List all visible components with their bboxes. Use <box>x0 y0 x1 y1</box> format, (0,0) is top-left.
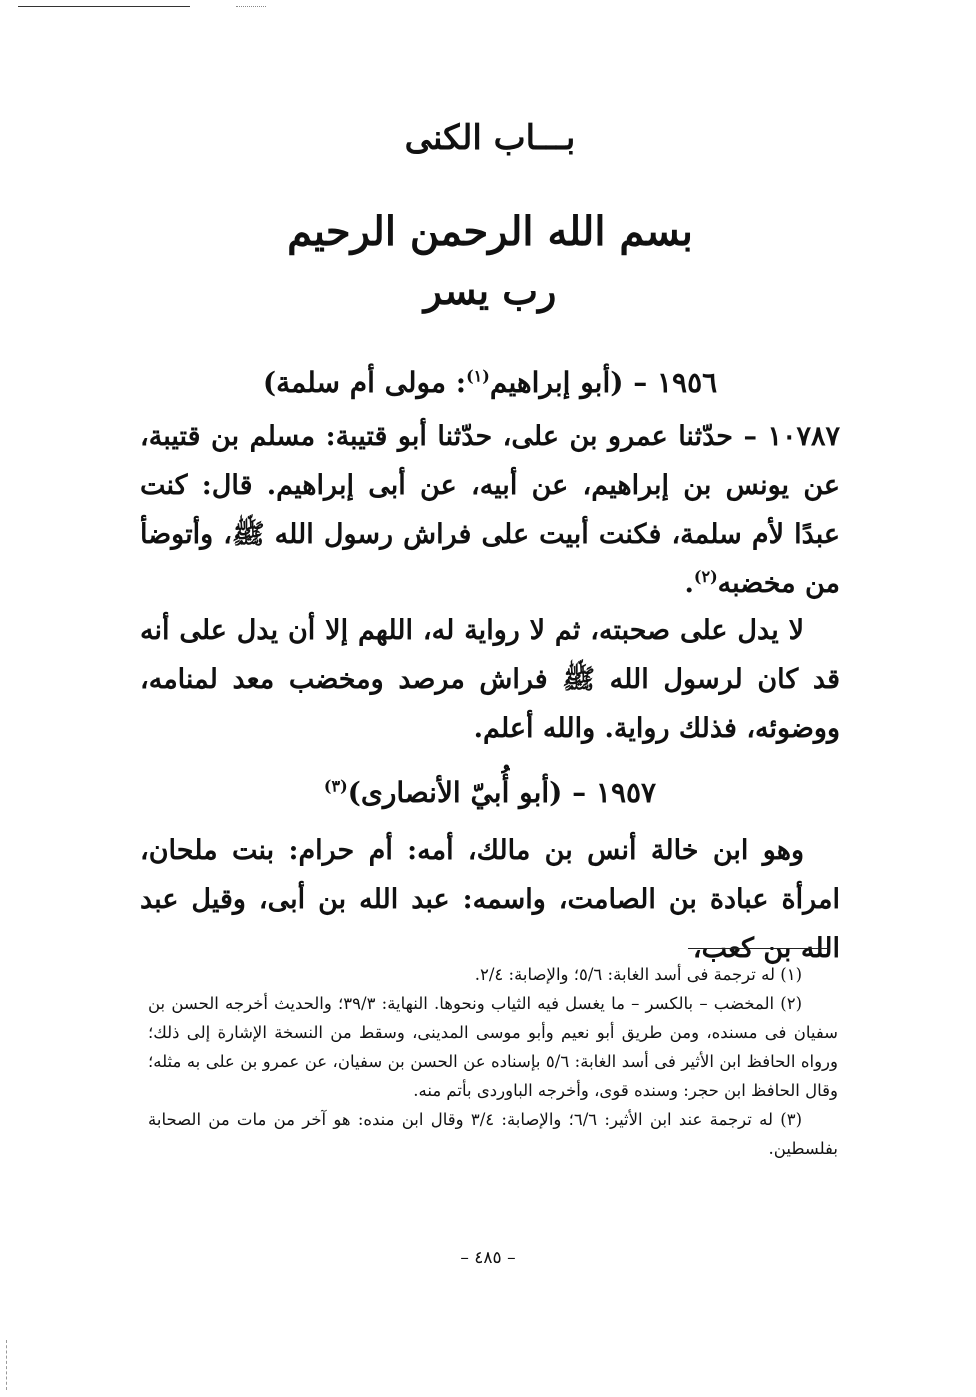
entry-dash: – <box>633 366 648 399</box>
entry-heading-1956 <box>140 366 840 399</box>
hadith-end: . <box>684 568 694 599</box>
entry-name: (أبو أُبيّ الأنصارى) <box>347 776 563 809</box>
footnote-1: (١) له ترجمة فى أسد الغابة: ٥/٦؛ والإصابة: ٢/٤. <box>474 965 802 984</box>
basmala: بسم الله الرحمن الرحيم <box>287 208 693 255</box>
entry-name: (أبو إبراهيم <box>489 366 624 399</box>
footnote-ref[interactable]: (٣) <box>323 776 348 796</box>
entry-number: ١٩٥٦ <box>657 366 718 399</box>
footnote-ref[interactable]: (٢) <box>693 567 718 586</box>
hadith-number: ١٠٧٨٧ <box>767 421 840 452</box>
hadith-paragraph <box>140 412 840 608</box>
entry-dash: – <box>572 776 587 809</box>
footnote-ref[interactable]: (١) <box>466 366 490 386</box>
chapter-title: بـــاب الكنى <box>404 118 576 158</box>
entry-desc: : مولى أم سلمة) <box>262 366 467 399</box>
page-number: – ٤٨٥ – <box>460 1248 516 1268</box>
footnote-3: (٣) له ترجمة عند ابن الأثير: ٦/٦؛ والإصابة: ٣/٤ وقال ابن منده: هو آخر من مات من الصحابة بفلسطين. <box>148 1110 838 1158</box>
entry-number: ١٩٥٧ <box>595 776 657 809</box>
footnote-2: (٢) المخضب – بالكسر – ما يغسل فيه الثياب ونحوها. النهاية: ٣٩/٣؛ والحديث أخرجه الحسن بن سفيان فى مسنده، ومن طريق أبو نعيم وأبو موسى المدينى، وسقط من النسخة الإشارة إلى ذلك؛ ورواه الحافظ ابن الأثير فى أسد الغابة: ٥/٦ بإسناده عن الحسن بن سفيان، عن عمرو بن على به مثله؛ وقال الحافظ ابن حجر: وسنده قوى، وأخرجه الباوردى بأتم منه. <box>148 994 838 1100</box>
commentary-paragraph: لا يدل على صحبته، ثم لا رواية له، اللهم إلا أن يدل على أنه قد كان لرسول الله ﷺ فراش مرصد ومخضب معد لمنامه، ووضوئه، فذلك رواية. والله أعلم. <box>140 615 840 744</box>
entry-description-1957: وهو ابن خالة أنس بن مالك، أمه: أم حرام: بنت ملحان، امرأة عبادة بن الصامت، واسمه: عبد الله بن أبى، وقيل عبد الله بن كعب، <box>140 835 840 964</box>
footnote-separator <box>688 948 830 949</box>
hadith-text: – حدّثنا عمرو بن على، حدّثنا أبو قتيبة: مسلم بن قتيبة، عن يونس بن إبراهيم، عن أبيه، عن أبى إبراهيم. قال: كنت عبدًا لأم سلمة، فكنت أبيت على فراش رسول الله ﷺ، وأتوضأ من مخضبه <box>140 421 840 599</box>
book-page <box>140 0 840 1397</box>
invocation: رب يسر <box>423 268 557 313</box>
footnotes <box>148 960 838 1163</box>
margin-mark <box>6 1340 7 1390</box>
entry-heading-1957 <box>140 776 840 809</box>
